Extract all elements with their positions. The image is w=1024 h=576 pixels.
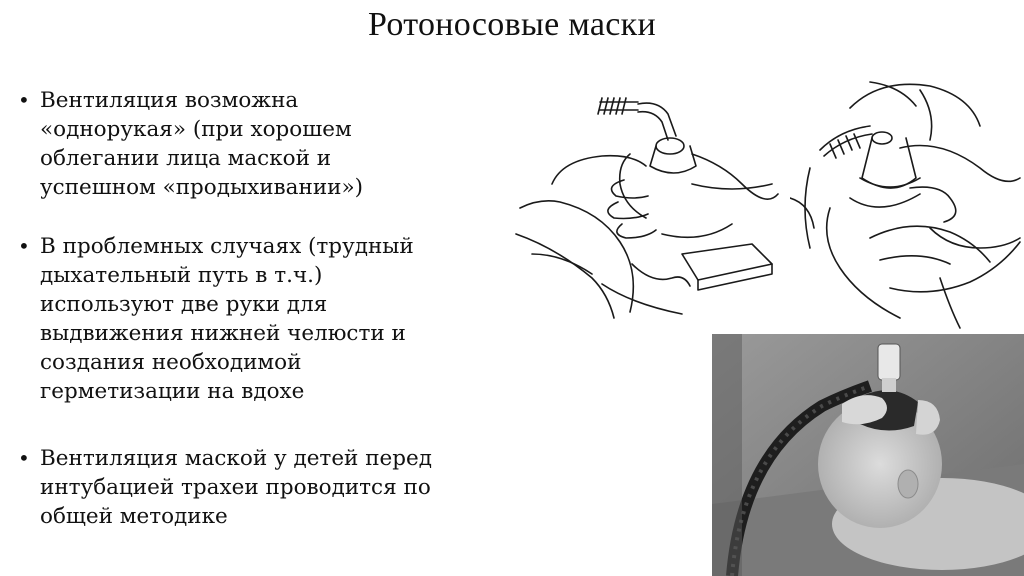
bullet-item — [18, 444, 498, 531]
infant-mask-ventilation-photo — [712, 334, 1024, 576]
bullet-line: используют две руки для — [40, 292, 328, 317]
bullet-line: интубацией трахеи проводится по — [40, 475, 431, 500]
bullet-line: герметизации на вдохе — [40, 379, 305, 404]
bullet-line: создания необходимой — [40, 350, 302, 375]
bullet-line: Вентиляция маской у детей перед — [40, 446, 432, 471]
two-hand-mask-drawing — [790, 78, 1024, 330]
bullet-line: облегании лица маской и — [40, 146, 332, 171]
one-hand-mask-drawing — [512, 84, 784, 330]
bullet-line: общей методике — [40, 504, 228, 529]
bullet-line: Вентиляция возможна — [40, 88, 299, 113]
slide-title: Ротоносовые маски — [368, 6, 656, 43]
bullet-item — [18, 86, 498, 202]
bullet-list — [18, 86, 498, 557]
bullet-line: выдвижения нижней челюсти и — [40, 321, 406, 346]
bullet-marker: • — [18, 446, 30, 470]
bullet-line: дыхательный путь в т.ч.) — [40, 263, 323, 288]
bullet-line: успешном «продыхивании») — [40, 175, 364, 200]
bullet-marker: • — [18, 88, 30, 112]
bullet-marker: • — [18, 234, 30, 258]
bullet-line: «однорукая» (при хорошем — [40, 117, 352, 142]
bullet-line: В проблемных случаях (трудный — [40, 234, 414, 259]
bullet-item — [18, 232, 498, 406]
